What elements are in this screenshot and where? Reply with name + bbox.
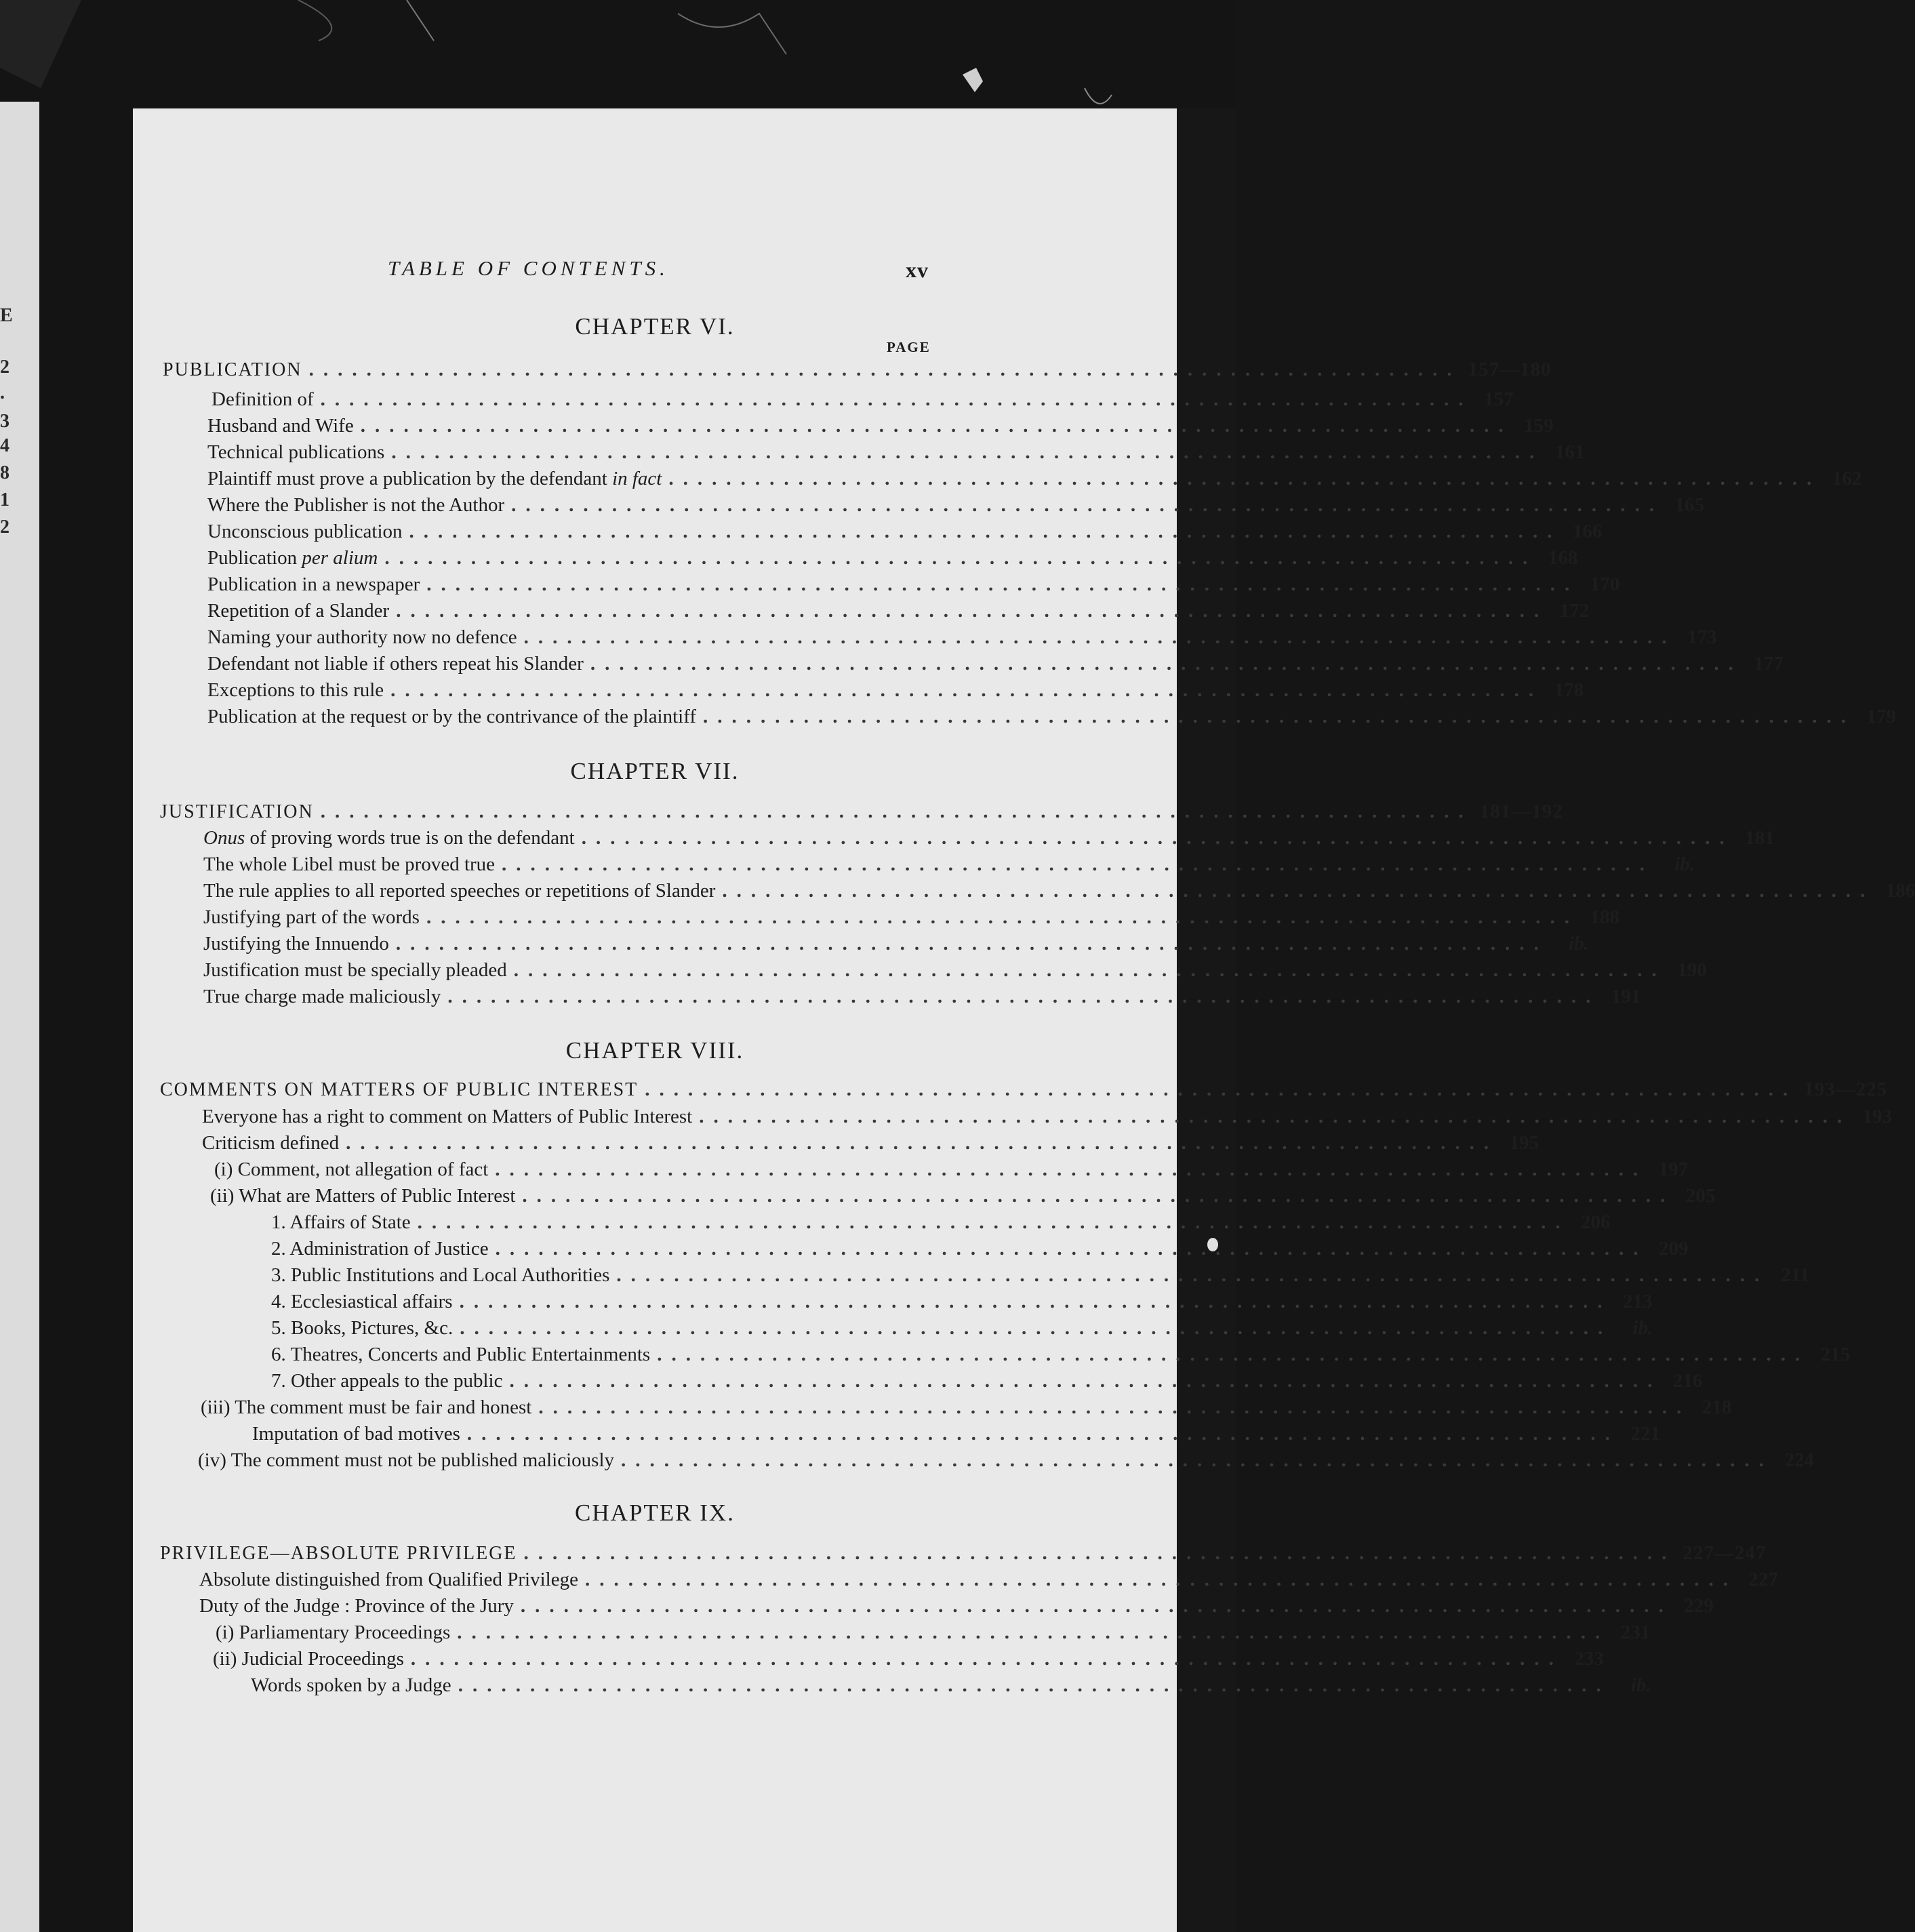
- entry-text: Technical publications: [207, 441, 385, 463]
- dot-leader: ................................................................................: [645, 1079, 1798, 1100]
- entry-title: COMMENTS ON MATTERS OF PUBLIC INTEREST: [160, 1079, 639, 1100]
- dot-leader: ................................................................................: [426, 573, 1579, 595]
- entry-text: 3. Public Institutions and Local Authorities: [271, 1264, 610, 1286]
- toc-entry: [199, 1567, 1778, 1592]
- toc-main-entry: [160, 1076, 1888, 1102]
- entry-text: 6. Theatres, Concerts and Public Entertainments: [271, 1344, 651, 1365]
- entry-text: Husband and Wife: [207, 415, 354, 437]
- entry-text: Naming your authority now no defence: [207, 626, 517, 648]
- entry-page: 218: [1701, 1396, 1732, 1418]
- toc-entry: [201, 1394, 1732, 1420]
- dot-leader: ................................................................................: [466, 1423, 1619, 1445]
- dot-leader: ................................................................................: [722, 880, 1875, 902]
- toc-entry: [214, 1156, 1689, 1182]
- entry-page: 168: [1548, 547, 1578, 569]
- entry-title: PUBLICATION: [163, 359, 302, 380]
- toc-entry: [203, 878, 1915, 904]
- dot-leader: ................................................................................: [410, 1648, 1563, 1670]
- toc-entry: [271, 1262, 1810, 1288]
- entry-text: Defendant not liable if others repeat his Slander: [207, 653, 584, 675]
- entry-text: 2. Administration of Justice: [271, 1238, 489, 1260]
- toc-entry: [271, 1315, 1653, 1341]
- toc-entry: [207, 519, 1602, 544]
- toc-entry: [203, 957, 1707, 983]
- entry-page: 186: [1885, 880, 1915, 902]
- toc-entry: [271, 1368, 1703, 1394]
- entry-page: 173: [1687, 626, 1717, 648]
- chapter-heading: CHAPTER VIII.: [565, 1037, 744, 1064]
- entry-page: ib.: [1569, 933, 1589, 954]
- entry-text: Publication per alium: [207, 547, 378, 569]
- dot-leader: ................................................................................: [495, 1238, 1648, 1260]
- entry-page: 221: [1630, 1423, 1660, 1445]
- entry-text: Repetition of a Slander: [207, 600, 390, 622]
- dot-leader: ................................................................................: [523, 1542, 1676, 1564]
- entry-text: (ii) Judicial Proceedings: [213, 1648, 404, 1670]
- toc-entry: [207, 492, 1705, 518]
- dot-leader: ................................................................................: [502, 853, 1655, 875]
- entry-page: 231: [1620, 1622, 1651, 1643]
- toc-entry: [271, 1236, 1689, 1262]
- dot-leader: ................................................................................: [538, 1396, 1691, 1418]
- entry-text: (i) Parliamentary Proceedings: [216, 1622, 451, 1643]
- entry-page: ib.: [1674, 853, 1695, 875]
- toc-entry: [207, 651, 1783, 677]
- entry-page: 170: [1590, 573, 1620, 595]
- dot-leader: ................................................................................: [396, 600, 1549, 622]
- entry-text: 7. Other appeals to the public: [271, 1370, 503, 1392]
- toc-entry: [210, 1183, 1716, 1209]
- entry-page: 162: [1832, 468, 1862, 489]
- toc-entry: [198, 1447, 1815, 1473]
- dot-leader: ................................................................................: [520, 1595, 1673, 1617]
- dot-leader: ................................................................................: [699, 1106, 1852, 1127]
- entry-page: 215: [1820, 1344, 1851, 1365]
- entry-page: 172: [1559, 600, 1590, 622]
- entry-page: 161: [1554, 441, 1585, 463]
- dot-leader: ................................................................................: [590, 653, 1743, 675]
- facing-page-fragment: E: [0, 305, 13, 326]
- toc-entry: [207, 704, 1897, 729]
- entry-pages: 181—192: [1479, 801, 1563, 822]
- entry-page: ib.: [1632, 1317, 1653, 1339]
- toc-entry: [203, 904, 1619, 930]
- toc-main-entry: [160, 799, 1563, 824]
- entry-page: 205: [1685, 1185, 1716, 1207]
- toc-entry: [202, 1130, 1539, 1156]
- dot-leader: ................................................................................: [513, 959, 1666, 981]
- entry-text: (i) Comment, not allegation of fact: [214, 1159, 489, 1180]
- entry-text: Words spoken by a Judge: [251, 1674, 451, 1696]
- dot-leader: ................................................................................: [320, 801, 1473, 822]
- toc-entry: [271, 1209, 1611, 1235]
- toc-entry: [207, 624, 1717, 650]
- entry-title: PRIVILEGE—ABSOLUTE PRIVILEGE: [160, 1543, 517, 1564]
- entry-page: 209: [1659, 1238, 1689, 1260]
- toc-entry: [203, 825, 1775, 851]
- dot-leader: ................................................................................: [523, 626, 1676, 648]
- dot-leader: ................................................................................: [360, 415, 1513, 437]
- entry-text: Definition of: [211, 388, 314, 410]
- dot-leader: ................................................................................: [511, 494, 1664, 516]
- entry-text: Publication at the request or by the contrivance of the plaintiff: [207, 706, 697, 727]
- dot-leader: ................................................................................: [459, 1291, 1612, 1312]
- entry-page: 227: [1748, 1569, 1778, 1590]
- entry-page: 157: [1484, 388, 1514, 410]
- toc-entry: [207, 545, 1578, 571]
- entry-page: 213: [1623, 1291, 1653, 1312]
- toc-entry: [207, 677, 1584, 703]
- entry-title: JUSTIFICATION: [160, 801, 314, 822]
- entry-page: 197: [1658, 1159, 1689, 1180]
- toc-entry: [271, 1342, 1851, 1367]
- dot-leader: ................................................................................: [384, 547, 1537, 569]
- entry-page: 188: [1590, 906, 1619, 928]
- toc-entry: [251, 1672, 1651, 1698]
- facing-page-fragment: .: [0, 382, 5, 403]
- entry-text: Publication in a newspaper: [207, 573, 420, 595]
- entry-page: 193: [1862, 1106, 1893, 1127]
- dot-leader: ................................................................................: [395, 933, 1548, 954]
- entry-page: 229: [1684, 1595, 1714, 1617]
- facing-page-fragment: 2: [0, 357, 9, 378]
- dot-leader: ................................................................................: [522, 1185, 1675, 1207]
- entry-text: The rule applies to all reported speeches or repetitions of Slander: [203, 880, 716, 902]
- entry-text: Exceptions to this rule: [207, 679, 384, 701]
- entry-text: Everyone has a right to comment on Matters of Public Interest: [202, 1106, 693, 1127]
- facing-page-fragment: 2: [0, 517, 9, 538]
- dot-leader: ................................................................................: [458, 1674, 1611, 1696]
- facing-page-fragment: 4: [0, 435, 9, 456]
- entry-page: 191: [1611, 986, 1641, 1007]
- dot-leader: ................................................................................: [495, 1159, 1648, 1180]
- toc-entry: [211, 386, 1514, 412]
- entry-text: 4. Ecclesiastical affairs: [271, 1291, 453, 1312]
- dot-leader: ................................................................................: [391, 441, 1544, 463]
- toc-entry: [252, 1421, 1660, 1447]
- entry-page: 224: [1784, 1449, 1815, 1471]
- entry-page: 177: [1754, 653, 1783, 675]
- entry-page: 159: [1524, 415, 1554, 437]
- toc-entry: [203, 931, 1589, 957]
- dot-leader: ................................................................................: [346, 1132, 1499, 1154]
- dot-leader: ................................................................................: [460, 1317, 1613, 1339]
- entry-text: Where the Publisher is not the Author: [207, 494, 505, 516]
- entry-pages: 157—180: [1468, 359, 1552, 380]
- chapter-heading: CHAPTER IX.: [575, 1500, 735, 1526]
- dot-leader: ................................................................................: [320, 388, 1473, 410]
- page-column-label: PAGE: [887, 339, 931, 355]
- entry-text: Duty of the Judge : Province of the Jury: [199, 1595, 514, 1617]
- facing-page-fragment: 1: [0, 489, 9, 510]
- chapter-heading: CHAPTER VII.: [570, 758, 740, 784]
- dot-leader: ................................................................................: [657, 1344, 1810, 1365]
- entry-text: Justifying the Innuendo: [203, 933, 389, 954]
- entry-pages: 193—225: [1804, 1079, 1888, 1100]
- entry-text: Plaintiff must prove a publication by the defendant in fact: [207, 468, 662, 489]
- toc-entry: [203, 984, 1641, 1009]
- entry-text: Onus of proving words true is on the defendant: [203, 827, 575, 849]
- entry-text: 5. Books, Pictures, &c.: [271, 1317, 453, 1339]
- dot-leader: ................................................................................: [621, 1449, 1774, 1471]
- dot-leader: ................................................................................: [581, 827, 1734, 849]
- entry-page: 211: [1781, 1264, 1810, 1286]
- running-title: TABLE OF CONTENTS.: [388, 256, 669, 280]
- entry-page: 233: [1574, 1648, 1604, 1670]
- entry-text: (iii) The comment must be fair and honest: [201, 1396, 532, 1418]
- entry-page: 195: [1509, 1132, 1539, 1154]
- facing-page-fragment: 3: [0, 411, 9, 432]
- toc-entry: [216, 1619, 1651, 1645]
- dot-leader: ................................................................................: [616, 1264, 1769, 1286]
- entry-text: The whole Libel must be proved true: [203, 853, 496, 875]
- entry-text: Absolute distinguished from Qualified Privilege: [199, 1569, 578, 1590]
- entry-page: 166: [1573, 521, 1602, 542]
- toc-entry: [207, 598, 1590, 624]
- toc-entry: [207, 466, 1862, 491]
- entry-text: True charge made maliciously: [203, 986, 441, 1007]
- dot-leader: ................................................................................: [457, 1622, 1610, 1643]
- dot-leader: ................................................................................: [509, 1370, 1662, 1392]
- dot-leader: ................................................................................: [447, 986, 1600, 1007]
- toc-entry: [207, 413, 1554, 439]
- toc-main-entry: [163, 357, 1552, 382]
- entry-page: ib.: [1630, 1674, 1651, 1696]
- entry-text: Criticism defined: [202, 1132, 340, 1154]
- dot-leader: ................................................................................: [703, 706, 1856, 727]
- entry-page: 206: [1581, 1211, 1611, 1233]
- entry-page: 181: [1745, 827, 1775, 849]
- toc-entry: [207, 439, 1585, 465]
- entry-page: 178: [1554, 679, 1584, 701]
- entry-page: 165: [1674, 494, 1705, 516]
- toc-entry: [207, 571, 1620, 597]
- entry-text: (ii) What are Matters of Public Interest: [210, 1185, 516, 1207]
- entry-text: Unconscious publication: [207, 521, 403, 542]
- toc-entry: [213, 1646, 1604, 1672]
- dot-leader: ................................................................................: [308, 359, 1462, 380]
- toc-entry: [271, 1289, 1653, 1314]
- entry-pages: 227—247: [1682, 1542, 1767, 1564]
- entry-page: 190: [1677, 959, 1707, 981]
- chapter-heading: CHAPTER VI.: [575, 313, 735, 340]
- facing-page-fragment: 8: [0, 462, 9, 483]
- dot-leader: ................................................................................: [426, 906, 1579, 928]
- entry-page: 216: [1672, 1370, 1703, 1392]
- entry-text: (iv) The comment must not be published maliciously: [198, 1449, 615, 1471]
- dot-leader: ................................................................................: [390, 679, 1544, 701]
- toc-entry: [199, 1593, 1714, 1619]
- toc-entry: [202, 1104, 1893, 1129]
- dot-leader: ................................................................................: [409, 521, 1562, 542]
- toc-main-entry: [160, 1540, 1767, 1566]
- toc-entry: [203, 851, 1695, 877]
- entry-text: 1. Affairs of State: [271, 1211, 411, 1233]
- entry-text: Justifying part of the words: [203, 906, 420, 928]
- page-number: xv: [906, 258, 929, 282]
- dot-leader: ................................................................................: [668, 468, 1821, 489]
- entry-text: Imputation of bad motives: [252, 1423, 460, 1445]
- dot-leader: ................................................................................: [584, 1569, 1737, 1590]
- entry-page: 179: [1866, 706, 1897, 727]
- entry-text: Justification must be specially pleaded: [203, 959, 507, 981]
- dot-leader: ................................................................................: [417, 1211, 1570, 1233]
